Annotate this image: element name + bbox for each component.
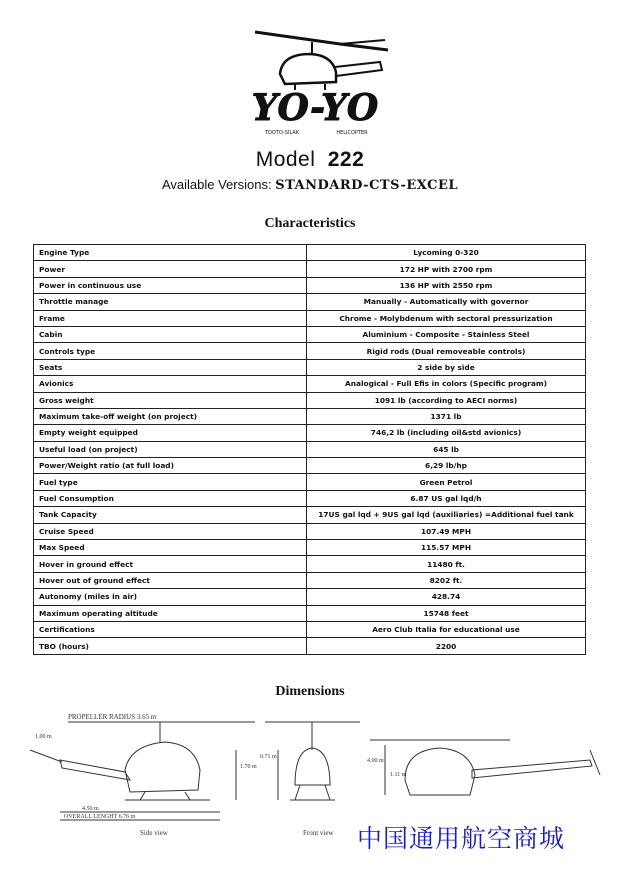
table-row [34,540,586,556]
spec-value: Manually - Automatically with governor [307,294,586,310]
spec-value: 172 HP with 2700 rpm [307,261,586,277]
spec-label: Gross weight [34,392,307,408]
spec-label: Power in continuous use [34,277,307,293]
table-row [34,343,586,359]
spec-value: 15748 feet [307,605,586,621]
table-row [34,589,586,605]
table-row [34,556,586,572]
spec-label: Cabin [34,326,307,342]
table-row [34,294,586,310]
spec-value: 8202 ft. [307,572,586,588]
table-row [34,425,586,441]
spec-value: 2 side by side [307,359,586,375]
top-width-label: 1.11 m [390,772,407,778]
spec-label: Avionics [34,376,307,392]
side-view-drawing [30,722,255,820]
logo-wordmark: YO-YO [251,87,379,129]
spec-label: Frame [34,310,307,326]
front-view-label: Front view [303,829,334,837]
table-row [34,474,586,490]
spec-value: 17US gal lqd + 9US gal lqd (auxiliaries) =Additional fuel tank [307,507,586,523]
spec-value: 136 HP with 2550 rpm [307,277,586,293]
available-versions [0,177,620,193]
table-row [34,376,586,392]
side-view-label: Side view [140,829,168,837]
characteristics-table [33,244,586,655]
spec-label: Power/Weight ratio (at full load) [34,458,307,474]
model-number: 222 [327,148,365,171]
spec-label: Engine Type [34,245,307,261]
logo-tagline-right: HELICOPTER [336,130,368,136]
table-row [34,245,586,261]
spec-label: Certifications [34,621,307,637]
spec-label: Throttle manage [34,294,307,310]
spec-label: Seats [34,359,307,375]
table-row [34,261,586,277]
spec-label: Useful load (on project) [34,441,307,457]
table-row [34,638,586,654]
spec-value: Analogical - Full Efis in colors (Specific program) [307,376,586,392]
spec-value: 1371 lb [307,408,586,424]
logo-tagline-left: TOOTO-SILAK [264,130,300,136]
spec-label: Empty weight equipped [34,425,307,441]
spec-label: Cruise Speed [34,523,307,539]
spec-value: Chrome - Molybdenum with sectoral pressurization [307,310,586,326]
front-view-drawing [265,722,360,800]
spec-value: Lycoming 0-320 [307,245,586,261]
spec-label: Controls type [34,343,307,359]
spec-label: TBO (hours) [34,638,307,654]
spec-value: 6.87 US gal lqd/h [307,490,586,506]
model-label: Model [255,148,316,171]
model-title [0,148,620,172]
skid-label: 1.00 m [35,734,52,740]
spec-value: Rigid rods (Dual removeable controls) [307,343,586,359]
length-label: 4.50 m [82,806,99,812]
table-row [34,326,586,342]
table-row [34,523,586,539]
spec-value: 428.74 [307,589,586,605]
spec-value: 645 lb [307,441,586,457]
spec-value: 1091 lb (according to AECI norms) [307,392,586,408]
watermark-text: 中国通用航空商城 [357,824,566,853]
spec-label: Fuel Consumption [34,490,307,506]
dimensions-heading: Dimensions [275,684,345,699]
top-view-drawing [370,740,600,795]
rotor-label: PROPELLER RADIUS 3.65 m [68,713,157,721]
versions-label: Available Versions: [161,177,272,192]
top-height-label: 4.00 m [367,758,384,764]
table-row [34,277,586,293]
spec-value: 107.49 MPH [307,523,586,539]
spec-value: Green Petrol [307,474,586,490]
spec-value: Aluminium - Composite - Stainless Steel [307,326,586,342]
spec-label: Maximum operating altitude [34,605,307,621]
table-row [34,507,586,523]
table-row [34,621,586,637]
spec-label: Power [34,261,307,277]
spec-value: 11480 ft. [307,556,586,572]
versions-value: STANDARD-CTS-EXCEL [275,178,459,193]
table-row [34,408,586,424]
spec-value: 746,2 lb (including oil&std avionics) [307,425,586,441]
spec-label: Max Speed [34,540,307,556]
front-height-label: 0.71 m [260,754,277,760]
table-row [34,572,586,588]
spec-label: Autonomy (miles in air) [34,589,307,605]
table-row [34,458,586,474]
characteristics-heading: Characteristics [264,216,356,231]
table-row [34,441,586,457]
spec-value: 2200 [307,638,586,654]
table-row [34,392,586,408]
overall-label: OVERALL LENGHT 6.76 m [64,814,136,820]
spec-value: Aero Club Italia for educational use [307,621,586,637]
spec-label: Maximum take-off weight (on project) [34,408,307,424]
spec-label: Fuel type [34,474,307,490]
spec-label: Tank Capacity [34,507,307,523]
table-row [34,605,586,621]
spec-label: Hover out of ground effect [34,572,307,588]
spec-value: 115.57 MPH [307,540,586,556]
spec-value: 6,29 lb/hp [307,458,586,474]
table-row [34,490,586,506]
yoyo-logo [240,22,390,140]
spec-label: Hover in ground effect [34,556,307,572]
table-row [34,359,586,375]
height-label: 1.70 m [240,764,257,770]
table-row [34,310,586,326]
